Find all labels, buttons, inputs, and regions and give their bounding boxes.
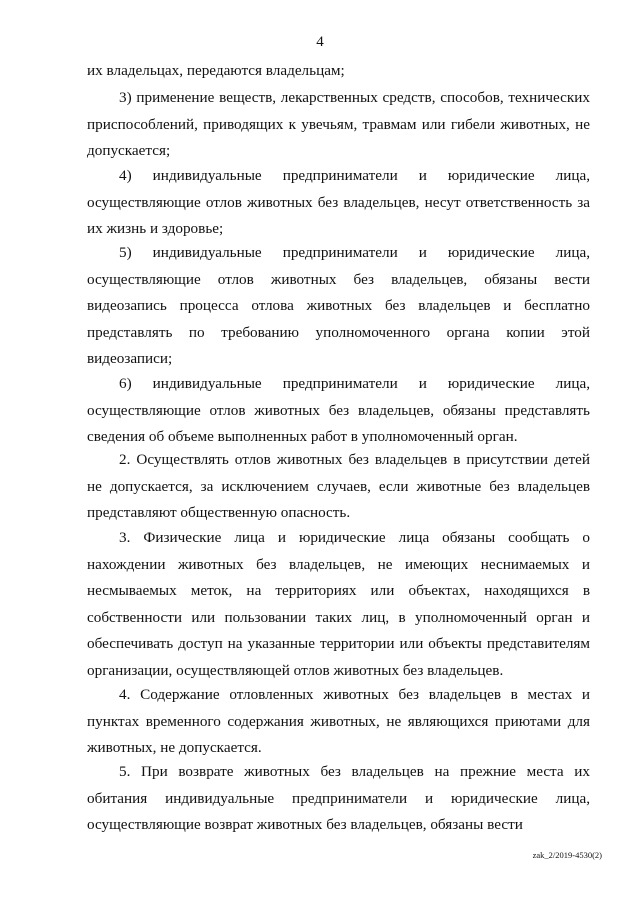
paragraph-item-5: 5) индивидуальные предприниматели и юридические лица, осуществляющие отлов животных без владельцев, обязаны вести видеозапись процесса отлова животных без владельцев и бесплатно представлять по требованию уполномоченного органа копии этой видеозаписи; xyxy=(87,244,590,368)
paragraph-section-2: 2. Осуществлять отлов животных без владельцев в присутствии детей не допускается, за исключением случаев, если животные без владельцев представляют общественную опасность. xyxy=(87,451,590,522)
paragraph-item-4: 4) индивидуальные предприниматели и юридические лица, осуществляющие отлов животных без владельцев, несут ответственность за их жизнь и здоровье; xyxy=(87,167,590,238)
paragraph-item-6: 6) индивидуальные предприниматели и юридические лица, осуществляющие отлов животных без владельцев, обязаны представлять сведения об объеме выполненных работ в уполномоченный орган. xyxy=(87,375,590,446)
paragraph-item-3: 3) применение веществ, лекарственных средств, способов, технических приспособлений, приводящих к увечьям, травмам или гибели животных, не допускается; xyxy=(87,89,590,160)
paragraph-section-5: 5. При возврате животных без владельцев на прежние места их обитания индивидуальные предприниматели и юридические лица, осуществляющие возврат животных без владельцев, обязаны вести xyxy=(87,763,590,834)
page-number: 4 xyxy=(316,34,324,50)
paragraph-section-3: 3. Физические лица и юридические лица обязаны сообщать о нахождении животных без владельцев, не имеющих неснимаемых и несмываемых меток, на территориях или объектах, находящихся в собственности или пользовании таких лиц, в уполномоченный орган и обеспечивать доступ на указанные территории или объекты представителям организации, осуществляющей отлов животных без владельцев. xyxy=(87,529,590,679)
paragraph-continuation: их владельцах, передаются владельцам; xyxy=(87,62,345,79)
footer-code: zak_2/2019-4530(2) xyxy=(532,850,602,860)
paragraph-section-4: 4. Содержание отловленных животных без владельцев в местах и пунктах временного содержания животных, не являющихся приютами для животных, не допускается. xyxy=(87,686,590,757)
